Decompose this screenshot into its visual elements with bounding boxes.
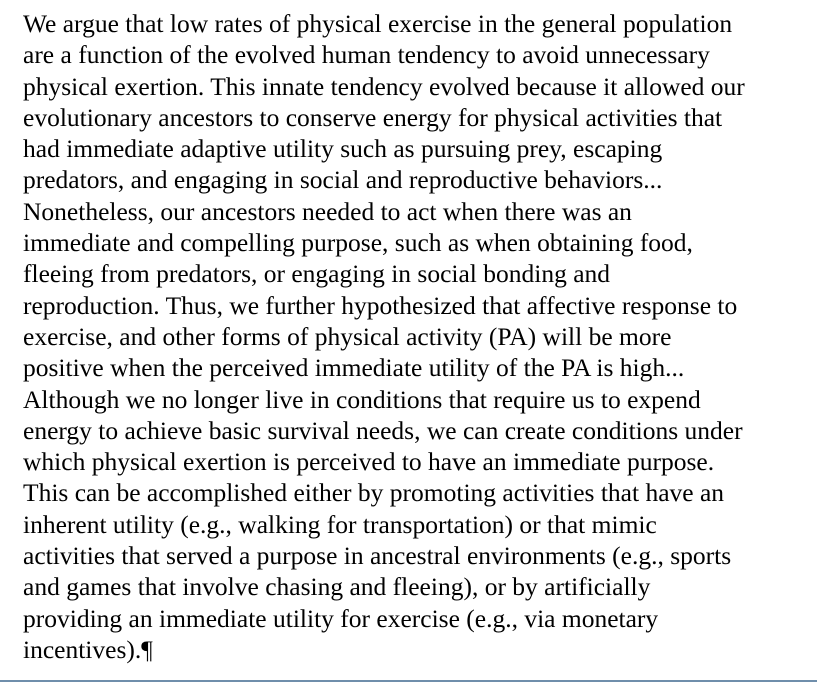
paragraph-line-18: activities that served a purpose in ancestral environments (e.g., sports — [23, 541, 732, 571]
paragraph-line-21 — [23, 634, 813, 665]
paragraph-line-14: energy to achieve basic survival needs, we can create conditions under — [23, 415, 743, 445]
paragraph-line-10: reproduction. Thus, we further hypothesized that affective response to — [23, 290, 738, 320]
paragraph-line-2: are a function of the evolved human tendency to avoid unnecessary — [23, 40, 710, 70]
paragraph-line-17: inherent utility (e.g., walking for transportation) or that mimic — [23, 509, 657, 539]
paragraph-line-15: which physical exertion is perceived to have an immediate purpose. — [23, 447, 715, 477]
paragraph-line-9: fleeing from predators, or engaging in social bonding and — [23, 259, 611, 289]
paragraph-line-1: We argue that low rates of physical exercise in the general population — [23, 9, 733, 38]
paragraph-line-19: and games that involve chasing and fleeing), or by artificially — [23, 572, 651, 602]
paragraph-line-6: predators, and engaging in social and reproductive behaviors... — [23, 165, 663, 195]
paragraph-line-4: evolutionary ancestors to conserve energy for physical activities that — [23, 102, 723, 132]
paragraph-line-3: physical exertion. This innate tendency evolved because it allowed our — [23, 71, 745, 101]
body-paragraph — [23, 8, 813, 665]
paragraph-line-20: providing an immediate utility for exercise (e.g., via monetary — [23, 603, 659, 633]
paragraph-line-5: had immediate adaptive utility such as pursuing prey, escaping — [23, 134, 663, 164]
paragraph-line-21-text: incentives). — [23, 634, 142, 664]
paragraph-line-8: immediate and compelling purpose, such as when obtaining food, — [23, 228, 693, 258]
paragraph-line-7: Nonetheless, our ancestors needed to act when there was an — [23, 196, 632, 226]
paragraph-line-11: exercise, and other forms of physical activity (PA) will be more — [23, 321, 672, 351]
paragraph-line-12: positive when the perceived immediate utility of the PA is high... — [23, 353, 685, 383]
paragraph-line-16: This can be accomplished either by promoting activities that have an — [23, 478, 725, 508]
paragraph-mark-icon: ¶ — [141, 634, 153, 664]
paragraph-line-13: Although we no longer live in conditions that require us to expend — [23, 384, 701, 414]
